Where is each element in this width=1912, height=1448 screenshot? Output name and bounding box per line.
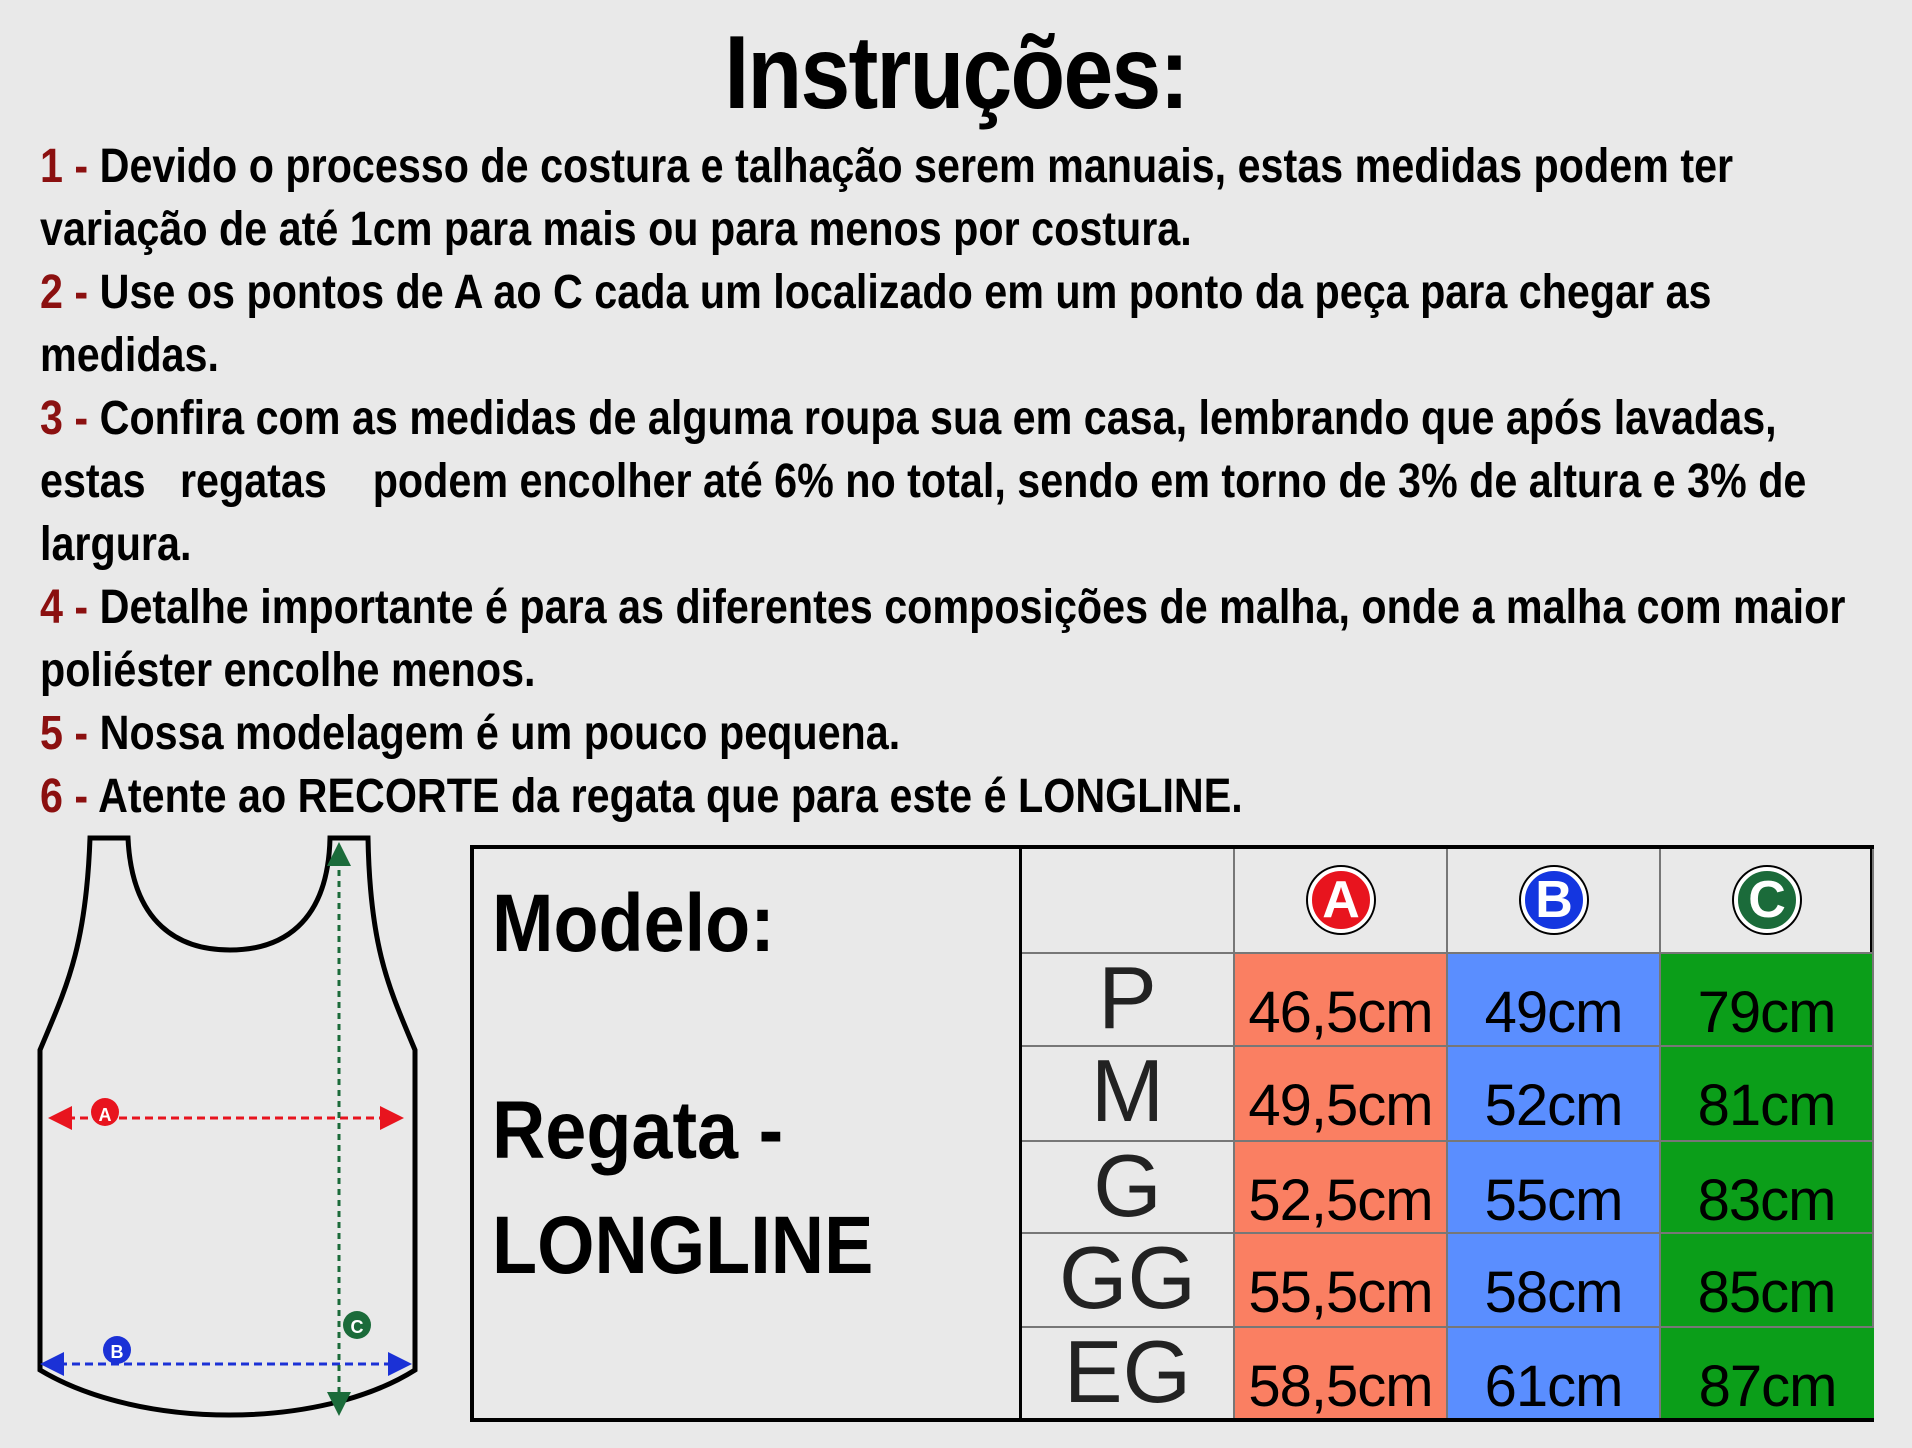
measure-b-cell: 52cm xyxy=(1448,1047,1661,1142)
instruction-number: 6 - xyxy=(40,770,89,823)
measure-a-cell: 46,5cm xyxy=(1235,954,1448,1047)
size-grid xyxy=(1022,849,1874,1418)
measure-b-cell: 55cm xyxy=(1448,1142,1661,1234)
header-cell-c xyxy=(1661,849,1874,954)
instruction-number: 4 - xyxy=(40,581,89,634)
size-table xyxy=(470,845,1874,1422)
diagram-label-a: A xyxy=(98,1105,112,1125)
measure-c-cell: 79cm xyxy=(1661,954,1874,1047)
instruction-item xyxy=(40,576,1880,702)
model-name-line2: LONGLINE xyxy=(492,1200,874,1291)
size-label: P xyxy=(1022,954,1235,1047)
size-label: GG xyxy=(1022,1234,1235,1328)
tank-top-diagram xyxy=(30,830,430,1430)
instruction-item xyxy=(40,135,1880,261)
measure-b-cell: 49cm xyxy=(1448,954,1661,1047)
instruction-number: 1 - xyxy=(40,140,89,193)
instruction-item xyxy=(40,261,1880,387)
instruction-number: 3 - xyxy=(40,392,89,445)
instruction-item xyxy=(40,387,1880,576)
measure-c-cell: 81cm xyxy=(1661,1047,1874,1142)
instruction-number: 2 - xyxy=(40,266,89,319)
instruction-item xyxy=(40,702,1880,765)
size-label: M xyxy=(1022,1047,1235,1142)
measure-a-cell: 52,5cm xyxy=(1235,1142,1448,1234)
measure-c-cell: 85cm xyxy=(1661,1234,1874,1328)
header-empty-cell xyxy=(1022,849,1235,954)
instruction-text: Nossa modelagem é um pouco pequena. xyxy=(88,707,901,760)
measure-a-cell: 58,5cm xyxy=(1235,1328,1448,1418)
measure-c-cell: 83cm xyxy=(1661,1142,1874,1234)
size-label: EG xyxy=(1022,1328,1235,1418)
instruction-text: Devido o processo de costura e talhação serem manuais, estas medidas podem ter variação de até 1cm para mais ou para menos por costura. xyxy=(40,140,1745,256)
header-cell-a xyxy=(1235,849,1448,954)
measure-b-cell: 61cm xyxy=(1448,1328,1661,1418)
model-name-line1: Regata - xyxy=(492,1085,784,1176)
instruction-text: Use os pontos de A ao C cada um localizado em um ponto da peça para chegar as medidas. xyxy=(40,266,1723,382)
badge-a-icon: A xyxy=(1308,867,1374,933)
page-title: Instruções: xyxy=(724,15,1188,131)
instruction-number: 5 - xyxy=(40,707,89,760)
instruction-text: Atente ao RECORTE da regata que para este é LONGLINE. xyxy=(88,770,1243,823)
measure-b-cell: 58cm xyxy=(1448,1234,1661,1328)
diagram-label-b: B xyxy=(110,1342,124,1362)
instruction-text: Confira com as medidas de alguma roupa sua em casa, lembrando que após lavadas, estas regatas podem encolher até 6% no total, sendo em torno de 3% de altura e 3% de largura. xyxy=(40,392,1818,571)
measure-a-cell: 49,5cm xyxy=(1235,1047,1448,1142)
badge-b-icon: B xyxy=(1521,867,1587,933)
size-label: G xyxy=(1022,1142,1235,1234)
model-info xyxy=(474,849,1022,1418)
instructions-list xyxy=(40,135,1880,828)
measure-a-cell: 55,5cm xyxy=(1235,1234,1448,1328)
model-label: Modelo: xyxy=(492,878,775,969)
instruction-item xyxy=(40,765,1880,828)
header-cell-b xyxy=(1448,849,1661,954)
badge-c-icon: C xyxy=(1734,867,1800,933)
measure-c-cell: 87cm xyxy=(1661,1328,1874,1418)
diagram-label-c: C xyxy=(350,1317,364,1337)
instruction-text: Detalhe importante é para as diferentes composições de malha, onde a malha com maior poliéster encolhe menos. xyxy=(40,581,1857,697)
